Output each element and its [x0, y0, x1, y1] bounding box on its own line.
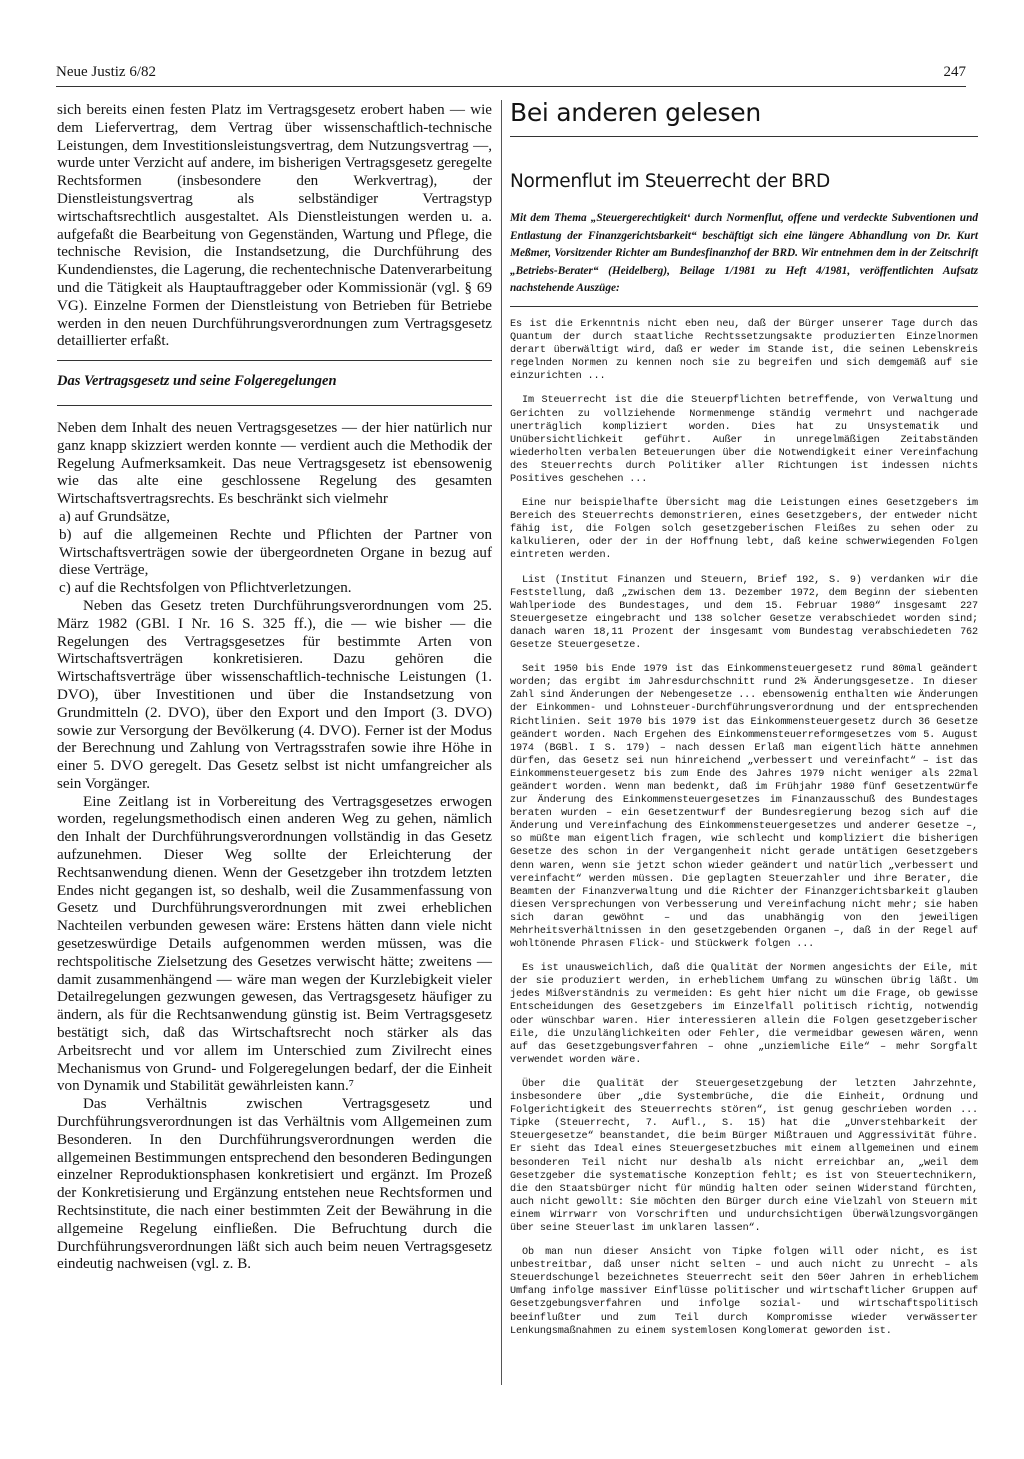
- paragraph: sich bereits einen festen Platz im Vertragsgesetz erobert haben — wie dem Liefervertrag, dem Vertrag über wissenschaftlich-technische Leistungen, dem Investitionsleistungsvertrag, dem Nutzungsvertrag —, wurde unter Verzicht auf andere, im bisherigen Vertragsgesetz geregelte Rechtsformen (insbesondere den Werkvertrag), der Dienstleistungsvertrag als selbständiger Vertragstyp wirtschaftsrechtlich ausgestaltet. Als Dienstleistungen werden u. a. aufgefaßt die Bearbeitung von Gegenständen, Wartung und Pflege, die technische Revision, die Instandsetzung, die Durchführung des Kundendienstes, die Lagerung, die rechentechnische Datenverarbeitung und die Tätigkeit als Hauptauftraggeber oder Kommissionär (vgl. § 69 VG). Einzelne Formen der Dienstleistung von Betrieben für Betriebe werden in den neuen Durchführungsverordnungen zum Vertragsgesetz detaillierter erfaßt.: [57, 102, 492, 350]
- paragraph: Im Steuerrecht ist die die Steuerpflichten betreffende, von Verwaltung und Gerichten zu vollziehende Normenmenge ständig vermehrt und nachgerade unerträglich kompliziert worden. Dies hat zu Unsystematik und Unübersichtlichkeit geführt. Außer in unregelmäßigen Zeitabständen wiederholten verbalen Beteuerungen über die Notwendigkeit einer Vereinfachung des Steuerrechts durch Politiker aller Richtungen ist indessen nichts Positives geschehen ...: [510, 395, 978, 485]
- paragraph: Ob man nun dieser Ansicht von Tipke folgen will oder nicht, es ist unbestreitbar, daß unser nicht selten – und auch nicht zu Unrecht – als Steuerdschungel bezeichnetes Steuerrecht seit den 50er Jahren in erheblichem Umfang infolge massiver Einflüsse politischer und wirtschaftlicher Gruppen auf Gesetzgebungsverfahren und infolge sozial- und wirtschaftspolitisch beeinflußter und zum Teil durch Kompromisse wieder verwässerter Lenkungsmaßnahmen zu einem systemlosen Konglomerat geworden ist.: [510, 1247, 978, 1337]
- page-number: 247: [943, 64, 966, 80]
- paragraph: Seit 1950 bis Ende 1979 ist das Einkommensteuergesetz rund 80mal geändert worden; das ergibt im Jahresdurchschnitt rund 2¾ Änderungsgesetze. In dieser Zahl sind Änderungen der Nebengesetze ... ebensowenig enthalten wie Änderungen der Einkommen- und Lohnsteuer-Durchführungsverordnung und der entsprechenden Richtlinien. Seit 1970 bis 1979 ist das Einkommensteuergesetz durch 36 Gesetze geändert worden. Nach Ergehen des Einkommensteuerreformgesetzes vom 5. August 1974 (BGBl. I S. 179) – nach dessen Erlaß man eigentlich hätte annehmen dürfen, das Gesetz sei nun hinreichend „verbessert und vereinfacht“ – ist das Einkommensteuergesetz bis zum Ende des Jahres 1979 nicht weniger als 22mal geändert worden. Wenn man bedenkt, daß im Frühjahr 1980 fünf Gesetzentwürfe zur Änderung des Einkommensteuergesetzes im Finanzausschuß des Bundestages beraten wurden – ein Gesetzentwurf der Bundesregierung bezog sich auf die Änderung und Vereinfachung des Einkommensteuergesetzes und anderer Gesetze –, so müßte man eigentlich fragen, wie schlecht und kompliziert die bisherigen Gesetze des schon in der Vergangenheit nicht gerade untätigen Gesetzgebers denn waren, wenn sie jetzt schon wieder geändert und natürlich „verbessert und vereinfacht“ werden müssen. Die geplagten Steuerzahler und ihre Berater, die Beamten der Finanzverwaltung und die Richter der Finanzgerichtsbarkeit glauben diesen Versprechungen von Verbesserung und Vereinfachung nicht mehr; sie haben sich daran gewöhnt – und das unabhängig von den jeweiligen Mehrheitsverhältnissen in den gesetzgebenden Organen –, daß in der Regel auf wohltönende Phrasen Flick- und Stückwerk folgen ...: [510, 664, 978, 951]
- right-column: [510, 98, 978, 1349]
- divider: [57, 405, 492, 406]
- journal-issue: Neue Justiz 6/82: [56, 64, 156, 80]
- paragraph: Das Verhältnis zwischen Vertragsgesetz und Durchführungsverordnungen ist das Verhältnis vom Allgemeinen zum Besonderen. In den Durchführungsverordnungen werden die allgemeinen Bestimmungen entsprechend den besonderen Bedingungen einzelner Reproduktionsphasen konkretisiert und ergänzt. Im Prozeß der Konkretisierung und Ergänzung entstehen neue Rechtsformen und Rechtsinstitute, die nach einer bestimmten Zeit der Bewährung in die allgemeine Regelung einfließen. Die Befruchtung durch die Durchführungsverordnungen läßt sich auch beim neuen Vertragsgesetz eindeutig nachweisen (vgl. z. B.: [57, 1096, 492, 1273]
- page-header: [56, 64, 966, 87]
- paragraph: List (Institut Finanzen und Steuern, Brief 192, S. 9) verdanken wir die Feststellung, daß „zwischen dem 13. Dezember 1972, dem Beginn der siebenten Wahlperiode des Bundestages, und dem 15. Februar 1980“ insgesamt 227 Steuergesetze eingebracht und 138 solcher Gesetze verabschiedet worden sind; danach waren 18,11 Prozent der insgesamt vom Bundestag verabschiedeten 762 Gesetze Steuergesetze.: [510, 574, 978, 652]
- list-item: c) auf die Rechtsfolgen von Pflichtverletzungen.: [59, 580, 352, 597]
- rubric-heading: Bei anderen gelesen: [510, 98, 978, 137]
- article-intro: Mit dem Thema „Steuergerechtigkeit‘ durch Normenflut, offene und verdeckte Subventionen und Entlastung der Finanzgerichtsbarkeit“ beschäftigt sich eine längere Abhandlung von Dr. Kurt Meßmer, Vorsitzender Richter am Bundesfinanzhof der BRD. Wir entnehmen dem in der Zeitschrift „Betriebs-Berater“ (Heidelberg), Beilage 1/1981 zu Heft 4/1981, veröffentlichten Aufsatz nachstehende Auszüge:: [510, 210, 978, 307]
- article-title: Normenflut im Steuerrecht der BRD: [510, 171, 831, 192]
- paragraph: Es ist die Erkenntnis nicht eben neu, daß der Bürger unserer Tage durch das Quantum der durch staatliche Rechtssetzungsakte produzierten Einzelnormen derart überwältigt wird, daß er weder im Stande ist, die seinen Lebenskreis regelnden Normen zu kennen noch sie zu begreifen und sich demgemäß auf sie einzurichten ...: [510, 318, 978, 383]
- left-column: [57, 102, 492, 1274]
- paragraph: Es ist unausweichlich, daß die Qualität der Normen angesichts der Eile, mit der sie produziert werden, in erheblichem Umfang zu wünschen übrig läßt. Um jedes Mißverständnis zu vermeiden: Es geht hier nicht um die Frage, ob gewisse Entscheidungen des Gesetzgebers im Einzelfall politisch richtig, notwendig oder wünschbar waren. Hier interessieren allein die Folgen gesetzgeberischer Eile, die Unzulänglichkeiten oder Fehler, die vermeidbar gewesen wären, wenn auf das Gesetzgebungsverfahren – ohne „unziemliche Eile“ – mehr Sorgfalt verwendet worden wäre.: [510, 963, 978, 1066]
- column-divider: [501, 100, 502, 1385]
- paragraph: Eine Zeitlang ist in Vorbereitung des Vertragsgesetzes erwogen worden, regelungsmethodisch einen anderen Weg zu gehen, nämlich den Inhalt der Durchführungsverordnungen vollständig in das Gesetz aufzunehmen. Dieser Weg sollte der Erleichterung der Rechtsanwendung dienen. Wenn der Gesetzgeber ihn trotzdem letzten Endes nicht gegangen ist, so deshalb, weil die Zusammenfassung von Gesetz und Durchführungsverordnungen mit zwei erheblichen Nachteilen verbunden gewesen wäre: Erstens hätten dann viele nicht gesetzeswürdige Details aufgenommen werden müssen, was die rechtspolitische Zielsetzung des Gesetzes verwischt hätte; zweitens — damit zusammenhängend — wäre man wegen der Kurzlebigkeit vieler Detailregelungen gezwungen gewesen, das Vertragsgesetz häufiger zu ändern, als für die Rechtsanwendung günstig ist. Beim Vertragsgesetz bestätigt sich, daß das Wirtschaftsrecht noch stärker als das Arbeitsrecht und vor allem im Unterschied zum Zivilrecht eines Mechanismus von Grund- und Folgeregelungen bedarf, der die Einheit von Dynamik und Stabilität gewährleisten kann.⁷: [57, 793, 492, 1095]
- quoted-excerpt: [510, 318, 978, 1338]
- list-item: a) auf Grundsätze,: [59, 508, 171, 525]
- list-item: b) auf die allgemeinen Rechte und Pflichten der Partner von Wirtschaftsverträgen sowie der übergeordneten Organe in bezug auf diese Verträge,: [59, 526, 492, 579]
- enumeration-list: [57, 509, 492, 598]
- paragraph: Über die Qualität der Steuergesetzgebung der letzten Jahrzehnte, insbesondere über „die Systembrüche, die die Einheit, Ordnung und Folgerichtigkeit des Steuerrechts stören“, ist genug geschrieben worden ... Tipke (Steuerrecht, 7. Aufl., S. 15) hat die „Unverstehbarkeit der Steuergesetze“ beanstandet, die beim Bürger Mißtrauen und Aggressivität führe. Er sieht das Ideal eines Steuergesetzbuches mit einem allgemeinen und einem besonderen Teil nicht nur deshalb als nicht erreichbar an, „weil dem Gesetzgeber die systematische Konzeption fehlt; es ist von Steuertechnikern, die den Staatsbürger nicht für mündig halten oder seinen Widerstand fürchten, auch nicht gewollt: Sie möchten den Bürger durch eine Vielzahl von Steuern mit einem Wirrwarr von Vorschriften und undurchsichtigen Überwälzungsvorgängen über seine Steuerlast im unklaren lassen“.: [510, 1078, 978, 1234]
- section-heading: Das Vertragsgesetz und seine Folgeregelungen: [57, 373, 337, 390]
- paragraph: Neben das Gesetz treten Durchführungsverordnungen vom 25. März 1982 (GBl. I Nr. 16 S. 325 ff.), die — wie bisher — die Regelungen des Vertragsgesetzes für bestimmte Arten von Wirtschaftsverträgen konkretisieren. Dazu gehören die Wirtschaftsverträge über wissenschaftlich-technische Leistungen (1. DVO), über Investitionen und über die Instandsetzung von Grundmitteln (2. DVO), über den Export und den Import (3. DVO) sowie zur Versorgung der Bevölkerung (4. DVO). Ferner ist der Modus der Berechnung und Zahlung von Vertragsstrafen sowie ihre Höhe in einer 5. DVO geregelt. Das Gesetz selbst ist nicht umfangreicher als sein Vorgänger.: [57, 597, 492, 792]
- paragraph: Eine nur beispielhafte Übersicht mag die Leistungen eines Gesetzgebers im Bereich des Steuerrechts demonstrieren, eines Gesetzgebers, der entweder nicht fähig ist, die Folgen solch gesetzgeberischen Fleißes zu sehen oder zu kalkulieren, oder der in der Hoffnung lebt, daß keine schwerwiegenden Folgen eintreten werden.: [510, 498, 978, 562]
- paragraph: Neben dem Inhalt des neuen Vertragsgesetzes — der hier natürlich nur ganz knapp skizziert werden konnte — verdient auch die Methodik der Regelung Aufmerksamkeit. Das neue Vertragsgesetz ist ebensowenig wie das alte eine geschlossene Regelung des gesamten Wirtschaftsvertragsrechts. Es beschränkt sich vielmehr: [57, 419, 492, 508]
